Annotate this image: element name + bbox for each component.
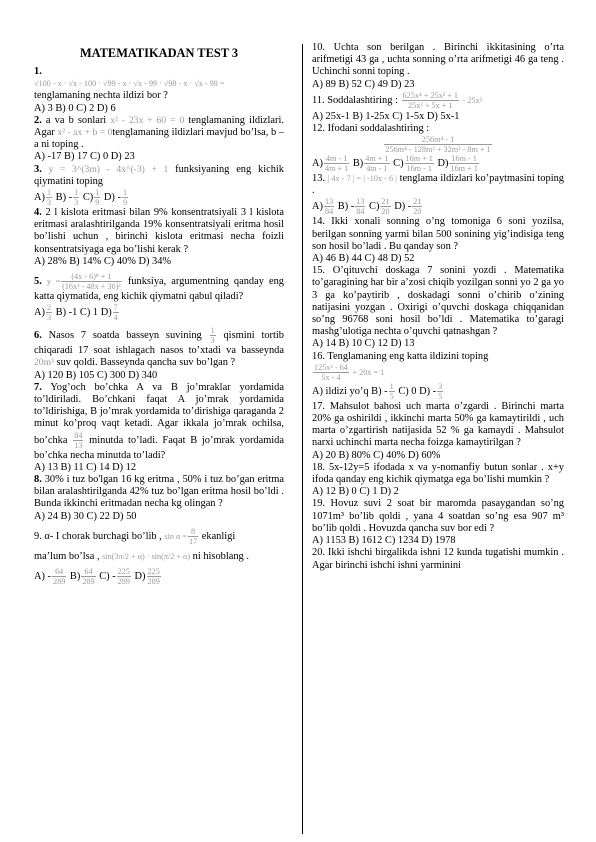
question-16: 16. Tenglamaning eng katta ildizini toping $\frac{\text{125x³ - 64}}{5x - 4}$ + 20x = 1 A) ildizi yo’q B) - $\frac{1}{5}$ C) 0 D) - $\frac{3}{5}$ bbox=[312, 350, 489, 401]
q3-answers: A) $\frac{1}{3}$ B) - $\frac{1}{3}$ C) $\frac{1}{9}$ D) - $\frac{1}{9}$ bbox=[34, 188, 128, 208]
question-19: 19. Hovuz suvi 2 soat bir maromda pasaygandan so’ng 1071m³ bo’lib qoldi , yana 4 soatdan so’ng esa 907 m³ bo’lib qoldi . Hovuzda qancha suv bor edi ? A) 1153 B) 1612 C) 1234 D) 1978 bbox=[312, 498, 564, 547]
q4-answers: A) 28% B) 14% C) 40% D) 34% bbox=[34, 255, 172, 267]
q2-formula-2: x² - ax + b = 0 bbox=[57, 127, 113, 139]
question-3: 3. y = 3^(3m) - 4x^(-3) + 1 funksiyaning eng kichik qiymatini toping A) $\frac{1}{3}$ B) - $\frac{1}{3}$ C) $\frac{1}{9}$ D) - $\frac{1}{9}$ bbox=[34, 163, 284, 208]
left-column bbox=[34, 66, 284, 586]
question-11: 11. Soddalashtiring : $\frac{\text{625x⁴ + 25x² + 1}}{\text{25x² + 5x + 1}}$ - 25x² A) 25x-1 B) 1-25x C) 1-5x D) 5x-1 bbox=[312, 90, 483, 122]
question-12: 12. Ifodani soddalashtiring : $\frac{\text{256m⁴ - 1}}{\text{256m⁴ - 128m³ + 32m² - 8m + 1}}$ A) $\frac{4m - 1}{4m + 1}$ B) $\frac{4m + 1}{4m - 1}$ C) $\frac{16m + 1}{16m - 1}$ D) $\frac{16m - 1}{16m + 1}$ bbox=[312, 122, 491, 174]
q6-answers: A) 120 B) 105 C) 300 D) 340 bbox=[34, 369, 158, 381]
page-title: MATEMATIKADAN TEST 3 bbox=[79, 46, 239, 60]
question-1: 1. √100 - x · √x - 100 · √99 - x · √x - 99 · √98 - x · √x - 98 = tenglamaning nechta ildizi bor ? A) 3 B) 0 C) 2 D) 6 bbox=[34, 66, 284, 115]
question-18: 18. 5x-12y=5 ifodada x va y-nomanfiy butun sonlar . x+y ifoda qanday eng kichik qiymatga ega bo’lishi mumkin ? A) 12 B) 0 C) 1 D) 2 bbox=[312, 461, 564, 498]
question-6: 6. Nasos 7 soatda basseyn suvining $\frac{1}{3}$ qismini tortib chiqaradi 17 soat ishlagach nasos to’xtadi va basseynda 20m³ suv qoldi. Basseynda qancha suv bo’lgan ? A) 120 B) 105 C) 300 D) 340 bbox=[34, 326, 284, 381]
q9-answers: A) - $\frac{64}{289}$ B) $\frac{64}{289}$ C) - $\frac{225}{289}$ D) $\frac{225}{289}$ bbox=[34, 566, 160, 586]
question-8: 8. 30% i tuz bo'lgan 16 kg eritma , 50% i tuz bo’gan eritma bilan aralashtirilganda 42% tuz bo’lgan eritma hosil bo’ldi . Bunda ikkinchi eritmadan necha kg olingan ? A) 24 B) 30 C) 22 D) 50 bbox=[34, 474, 284, 522]
q3-formula: y = 3^(3m) - 4x^(-3) + 1 bbox=[48, 163, 169, 175]
question-9: 9. α- I chorak burchagi bo’lib , sin α = $\frac{8}{17}$ ekanligi ma’lum bo’lsa , sin(3π/2 + α) · sin(π/2 + α) ni hisoblang . A) - $\frac{64}{289}$ B) $\frac{64}{289}$ C) - $\frac{225}{289}$ D) $\frac{225}{289}$ bbox=[34, 527, 284, 586]
q1-answers: A) 3 B) 0 C) 2 D) 6 bbox=[34, 102, 116, 114]
question-14: 14. Ikki xonali sonning o’ng tomoniga 6 soni yozilsa, berilgan sonning yarmi bilan 500 sonining yig’indisiga teng son hosil bo’ladi . Bu qanday son ? A) 46 B) 44 C) 48 D) 52 bbox=[312, 216, 564, 265]
question-20: 20. Ikki ishchi birgalikda ishni 12 kunda tugatishi mumkin . Agar birinchi ishchi ishni yarminini bbox=[312, 547, 564, 571]
column-divider bbox=[302, 44, 303, 834]
q8-answers: A) 24 B) 30 C) 22 D) 50 bbox=[34, 510, 137, 522]
question-2: 2. a va b sonlari x² - 23x + 60 = 0 tenglamaning ildizlari. Agar x² - ax + b = 0tenglamaning ildizlari mavjud bo’lsa, b – a ni toping . A) -17 B) 17 C) 0 D) 23 bbox=[34, 114, 284, 163]
question-4: 4. 2 l kislota eritmasi bilan 9% konsentratsiyali 3 l kislota eritmasi aralashtirilganda 19% konsentratsiyali eritma hosil bo’lishi uchun , birinchi kislota eritmasi necha foizli konsentratsiyaga ega bo’lishi kerak ? A) 28% B) 14% C) 40% D) 34% bbox=[34, 207, 284, 267]
right-column bbox=[312, 42, 564, 572]
q5-answers: A) $\frac{2}{3}$ B) -1 C) 1 D) $\frac{7}{4}$ bbox=[34, 303, 118, 323]
question-13: 13. | 4x - 7 | = | -10x - 6 | tenglama ildizlari ko’paytmasini toping . A) $\frac{13}{84}$ B) - $\frac{13}{84}$ C) $\frac{21}{20}$ D) - $\frac{21}{20}$ bbox=[312, 173, 564, 217]
question-17: 17. Mahsulot bahosi uch marta o’zgardi . Birinchi marta 20% ga oshirildi , ikkinchi marta 50% ga kamaytirildi , uch marta o’zgartirish natijasida 52 % ga kamaydi . Mahsulot narxi uchinchi marta necha foizga kamaytirilgan ? A) 20 B) 80% C) 40% D) 60% bbox=[312, 400, 564, 461]
q2-answers: A) -17 B) 17 C) 0 D) 23 bbox=[34, 151, 135, 163]
question-7: 7. Yog’och bo’chka A va B jo’mraklar yordamida to’ldiriladi. Bo’chkani faqat A jo’mrak yordamida to’ldirishiga, B jo’mrak yordamida to’dirishiga qaraganda 2 minut ko’proq vaqt ketadi. Agar ikkala jo’mrak ochilsa, bo’chka $\frac{84}{13}$ minutda to’ladi. Faqat B jo’mrak yordamida bo’chka necha minutda to’ladi? A) 13 B) 11 C) 14 D) 12 bbox=[34, 381, 284, 473]
q2-formula-1: x² - 23x + 60 = 0 bbox=[110, 114, 185, 126]
question-15: 15. O’qituvchi doskaga 7 sonini yozdi . Matematika to’garagining har bir a’zosi chiqib yozilgan sonni yo 2 ga yo 3 ga ko’paytirib , doskadagi sonni o’chirib o’zining natijasini yozgan . Oxirigi o’quvchi doskaga chiqqanidan so’ng 96768 soni hosil bo’ldi . Matematika to’garagi mashg’ulotiga nechta o’quvchi qatnashgan ? A) 14 B) 10 C) 12 D) 13 bbox=[312, 265, 564, 350]
question-5: 5. y = $\frac{\text{(4x - 6)⁸ + 1}}{\text{(16x² - 48x + 36)²}}$ funksiya, argumentning qanday eng katta qiymatida, eng kichik qiymatni qabul qiladi? A) $\frac{2}{3}$ B) -1 C) 1 D) $\frac{7}{4}$ bbox=[34, 272, 284, 323]
q1-formula: √100 - x · √x - 100 · √99 - x · √x - 99 · √98 - x · √x - 98 = bbox=[34, 79, 225, 89]
question-10: 10. Uchta son berilgan . Birinchi ikkitasining o’rta arifmetigi 43 ga , uchta sonning o’rta arifmetigi 46 ga teng . Uchinchi sonni toping . A) 89 B) 52 C) 49 D) 23 bbox=[312, 42, 564, 90]
q7-answers: A) 13 B) 11 C) 14 D) 12 bbox=[34, 461, 137, 473]
q5-formula: $\frac{\text{(4x - 6)⁸ + 1}}{\text{(16x² - 48x + 36)²}}$ bbox=[62, 272, 121, 292]
